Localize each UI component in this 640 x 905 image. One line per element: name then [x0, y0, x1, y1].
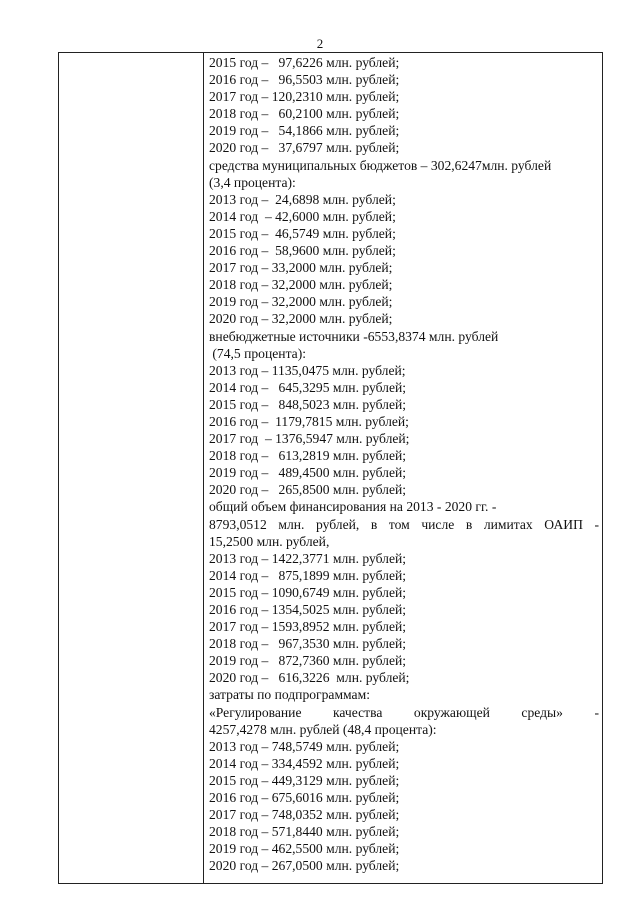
text-line: (74,5 процента): — [209, 345, 307, 361]
text-line: 15,2500 млн. рублей, — [209, 533, 330, 549]
text-line: 2016 год – 96,5503 млн. рублей; — [209, 72, 400, 88]
text-line: 2014 год – 42,6000 млн. рублей; — [209, 208, 396, 224]
text-line: 2015 год – 848,5023 млн. рублей; — [209, 396, 407, 412]
text-line: 2015 год – 97,6226 млн. рублей; — [209, 55, 400, 70]
text-line: 2020 год – 267,0500 млн. рублей; — [209, 858, 400, 874]
table-right-cell — [209, 54, 599, 875]
text-line: 2016 год – 58,9600 млн. рублей; — [209, 243, 396, 259]
text-line: 2018 год – 571,8440 млн. рублей; — [209, 824, 400, 840]
text-line: 2018 год – 60,2100 млн. рублей; — [209, 106, 400, 122]
text-line: 2015 год – 46,5749 млн. рублей; — [209, 225, 396, 241]
text-line: 2014 год – 875,1899 млн. рублей; — [209, 567, 407, 583]
text-line: «Регулирование качества окружающей среды» - — [209, 704, 599, 720]
text-line: 2015 год – 449,3129 млн. рублей; — [209, 772, 400, 788]
text-line: внебюджетные источники -6553,8374 млн. рублей — [209, 328, 499, 344]
text-line: затраты по подпрограммам: — [209, 687, 370, 703]
text-line: 2016 год – 675,6016 млн. рублей; — [209, 790, 400, 806]
text-line: 2020 год – 37,6797 млн. рублей; — [209, 140, 400, 156]
text-line: 8793,0512 млн. рублей, в том числе в лимитах ОАИП - — [209, 516, 599, 532]
text-line: 2013 год – 24,6898 млн. рублей; — [209, 191, 396, 207]
text-line: 2018 год – 613,2819 млн. рублей; — [209, 448, 407, 464]
text-line: 2018 год – 32,2000 млн. рублей; — [209, 277, 393, 293]
text-line: 2016 год – 1354,5025 млн. рублей; — [209, 602, 407, 617]
text-line: 4257,4278 млн. рублей (48,4 процента): — [209, 721, 437, 737]
text-line: 2020 год – 616,3226 млн. рублей; — [209, 670, 410, 686]
text-line: 2015 год – 1090,6749 млн. рублей; — [209, 584, 407, 600]
text-line: 2019 год – 872,7360 млн. рублей; — [209, 653, 407, 669]
text-line: средства муниципальных бюджетов – 302,6247млн. рублей — [209, 157, 552, 173]
text-line: 2016 год – 1179,7815 млн. рублей; — [209, 413, 409, 429]
text-line: 2019 год – 32,2000 млн. рублей; — [209, 294, 393, 310]
column-divider — [203, 53, 204, 883]
text-line: 2019 год – 54,1866 млн. рублей; — [209, 123, 400, 139]
text-line: 2020 год – 32,2000 млн. рублей; — [209, 311, 393, 327]
text-line: 2017 год – 33,2000 млн. рублей; — [209, 260, 393, 276]
text-line: общий объем финансирования на 2013 - 2020 гг. - — [209, 499, 497, 515]
text-line: 2019 год – 489,4500 млн. рублей; — [209, 465, 407, 481]
page-number: 2 — [316, 36, 324, 51]
text-line: 2020 год – 265,8500 млн. рублей; — [209, 482, 407, 498]
text-line: 2014 год – 645,3295 млн. рублей; — [209, 379, 407, 395]
text-line: (3,4 процента): — [209, 174, 296, 190]
text-line: 2019 год – 462,5500 млн. рублей; — [209, 841, 400, 857]
text-line: 2017 год – 120,2310 млн. рублей; — [209, 89, 400, 105]
text-line: 2018 год – 967,3530 млн. рублей; — [209, 636, 407, 652]
text-line: 2013 год – 748,5749 млн. рублей; — [209, 738, 400, 754]
text-line: 2017 год – 748,0352 млн. рублей; — [209, 807, 400, 823]
document-table — [58, 52, 603, 884]
table-left-cell — [59, 53, 203, 883]
text-line: 2014 год – 334,4592 млн. рублей; — [209, 755, 400, 771]
text-line: 2013 год – 1422,3771 млн. рублей; — [209, 550, 407, 566]
text-line: 2017 год – 1376,5947 млн. рублей; — [209, 431, 410, 447]
text-line: 2017 год – 1593,8952 млн. рублей; — [209, 619, 407, 635]
text-line: 2013 год – 1135,0475 млн. рублей; — [209, 362, 406, 378]
